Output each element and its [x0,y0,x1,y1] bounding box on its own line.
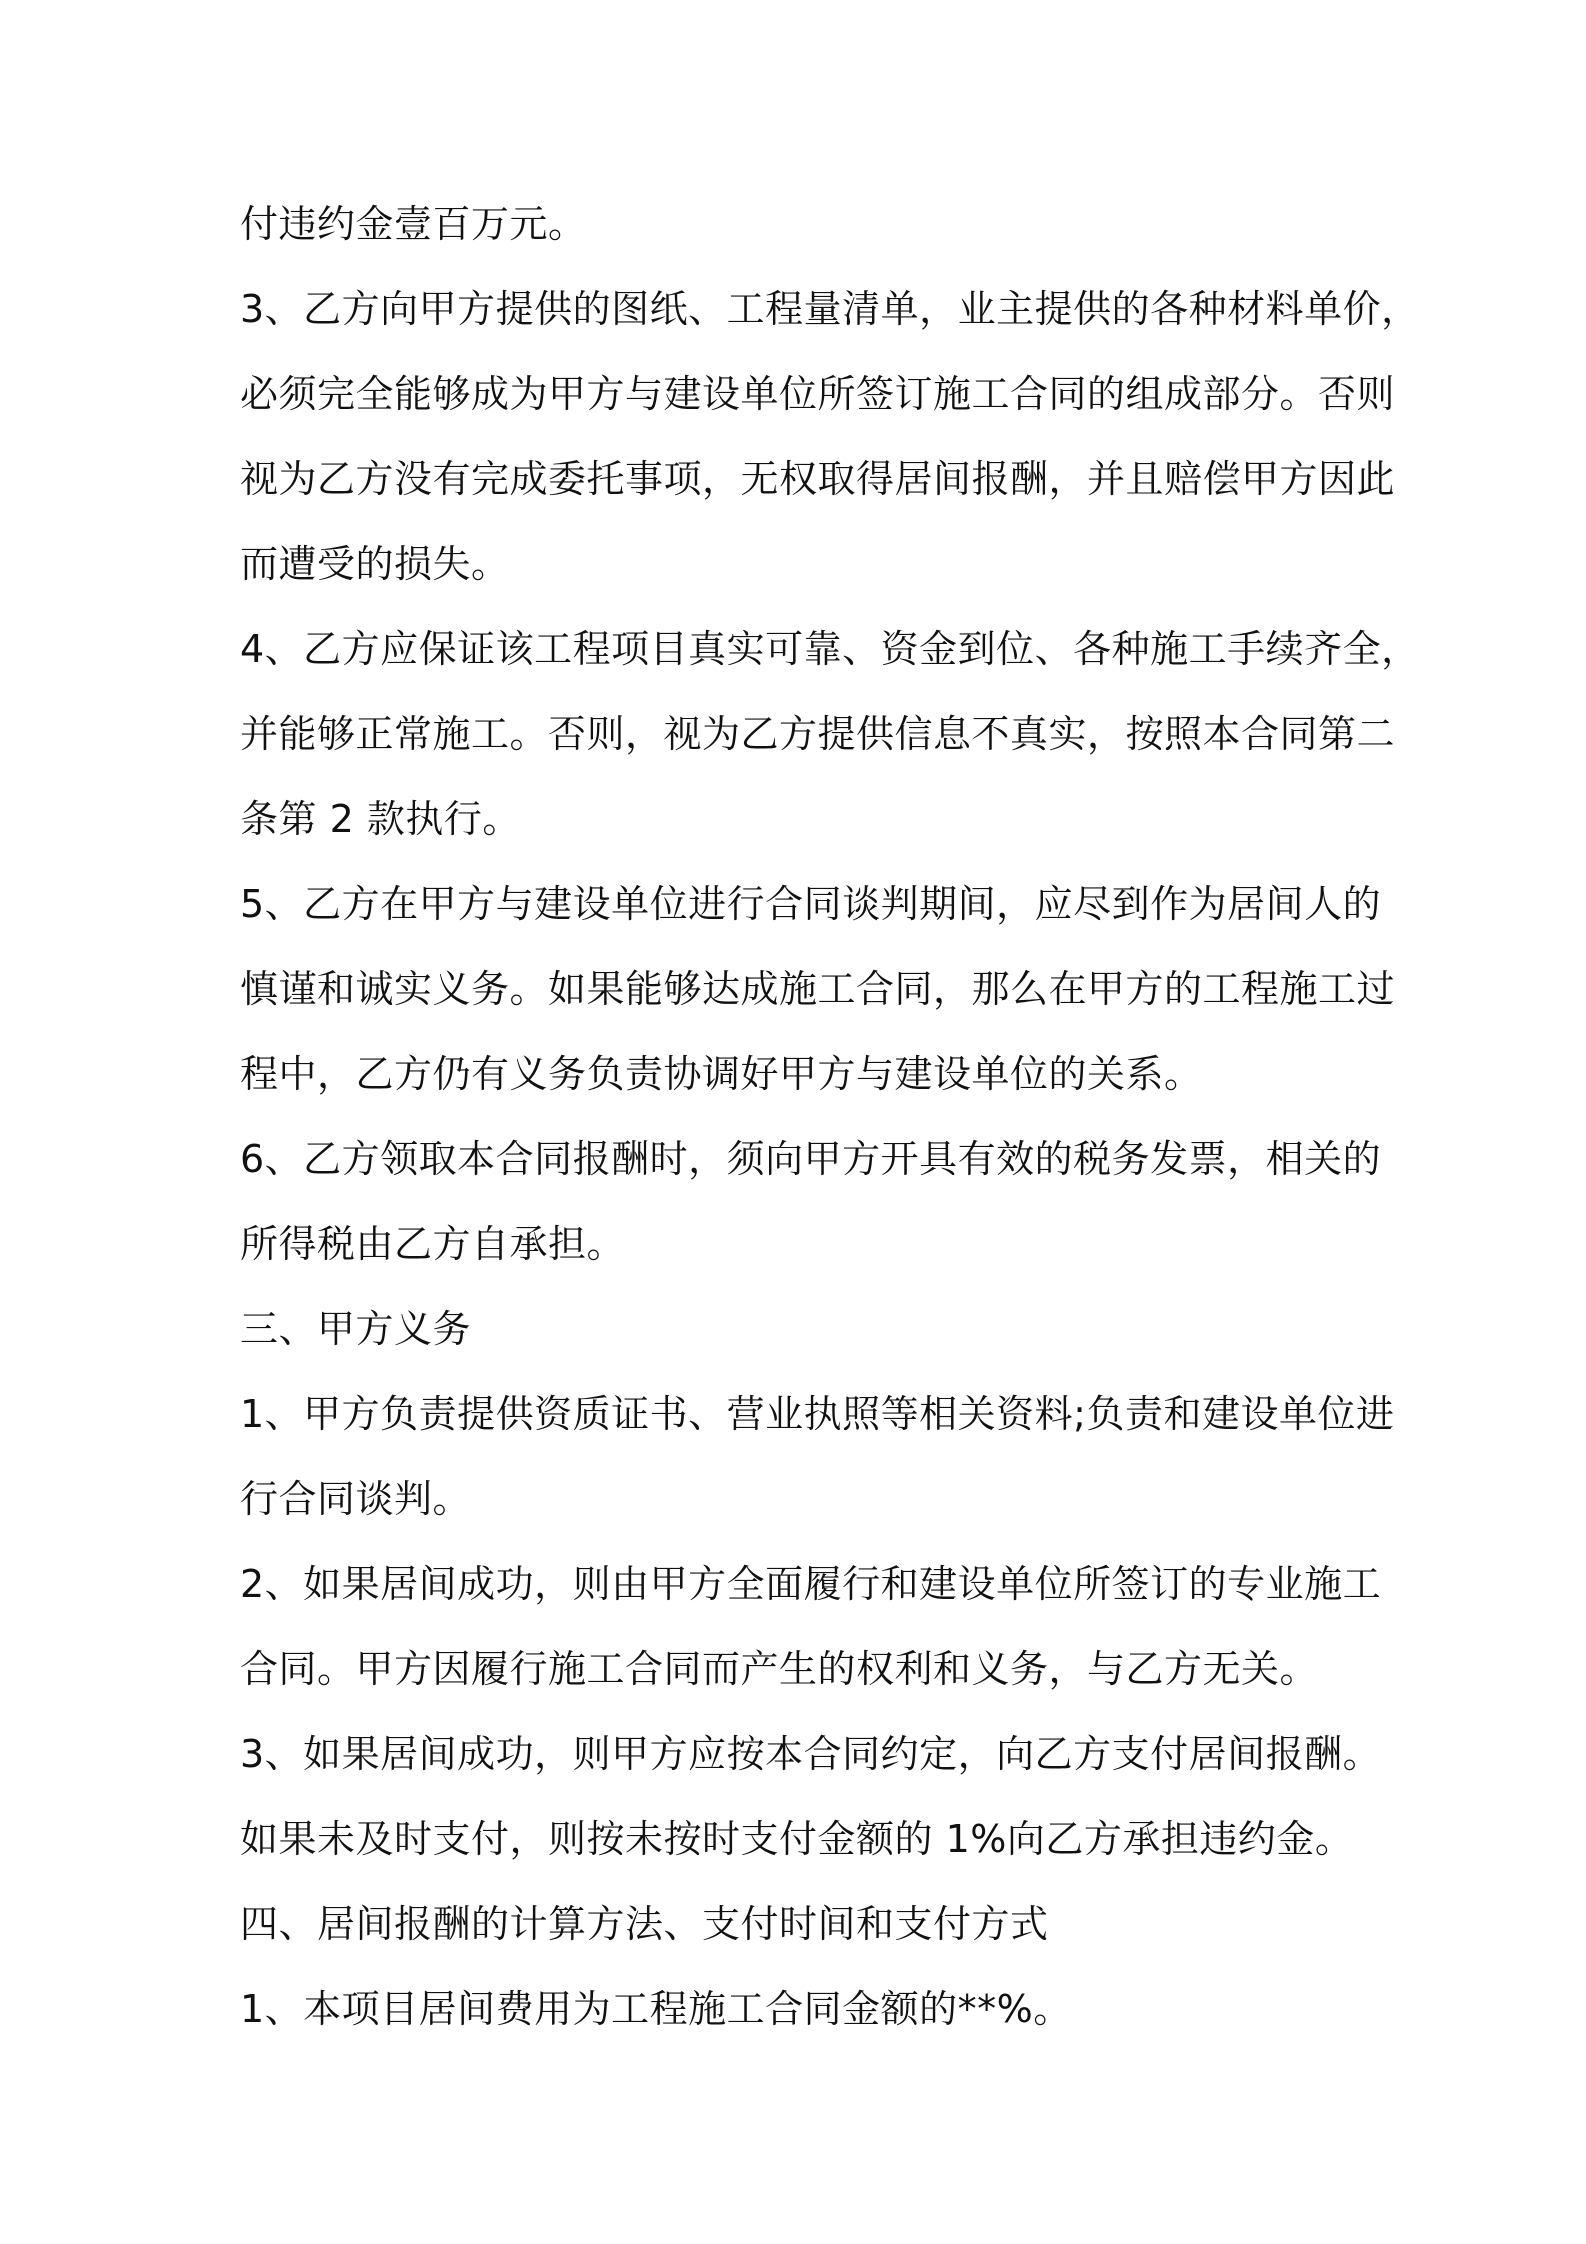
section-heading: 三、甲方义务 [240,1307,472,1351]
text-line: 3、乙方向甲方提供的图纸、工程量清单，业主提供的各种材料单价， [240,287,1420,331]
text-line: 所得税由乙方自承担。 [240,1222,626,1266]
text-line: 1、甲方负责提供资质证书、营业执照等相关资料;负责和建设单位进 [240,1392,1395,1436]
text-line: 5、乙方在甲方与建设单位进行合同谈判期间，应尽到作为居间人的 [240,882,1382,926]
text-line: 视为乙方没有完成委托事项，无权取得居间报酬，并且赔偿甲方因此 [240,457,1396,501]
text-line: 1、本项目居间费用为工程施工合同金额的**%。 [240,1987,1072,2031]
text-line: 付违约金壹百万元。 [240,202,587,246]
text-line: 程中，乙方仍有义务负责协调好甲方与建设单位的关系。 [240,1052,1203,1096]
text-line: 2、如果居间成功，则由甲方全面履行和建设单位所签订的专业施工 [240,1562,1382,1606]
text-line: 3、如果居间成功，则甲方应按本合同约定，向乙方支付居间报酬。 [240,1732,1382,1776]
text-line: 并能够正常施工。否则，视为乙方提供信息不真实，按照本合同第二 [240,712,1396,756]
text-line: 慎谨和诚实义务。如果能够达成施工合同，那么在甲方的工程施工过 [240,967,1396,1011]
text-line: 6、乙方领取本合同报酬时，须向甲方开具有效的税务发票，相关的 [240,1137,1382,1181]
text-line: 必须完全能够成为甲方与建设单位所签订施工合同的组成部分。否则 [240,372,1396,416]
text-line: 4、乙方应保证该工程项目真实可靠、资金到位、各种施工手续齐全， [240,627,1420,671]
text-line: 合同。甲方因履行施工合同而产生的权利和义务，与乙方无关。 [240,1647,1319,1691]
contract-text-body [240,182,1420,2052]
text-line: 如果未及时支付，则按未按时支付金额的 1%向乙方承担违约金。 [240,1817,1354,1861]
text-line: 而遭受的损失。 [240,542,510,586]
section-heading: 四、居间报酬的计算方法、支付时间和支付方式 [240,1902,1049,1946]
text-line: 行合同谈判。 [240,1477,472,1521]
text-line: 条第 2 款执行。 [240,797,521,841]
